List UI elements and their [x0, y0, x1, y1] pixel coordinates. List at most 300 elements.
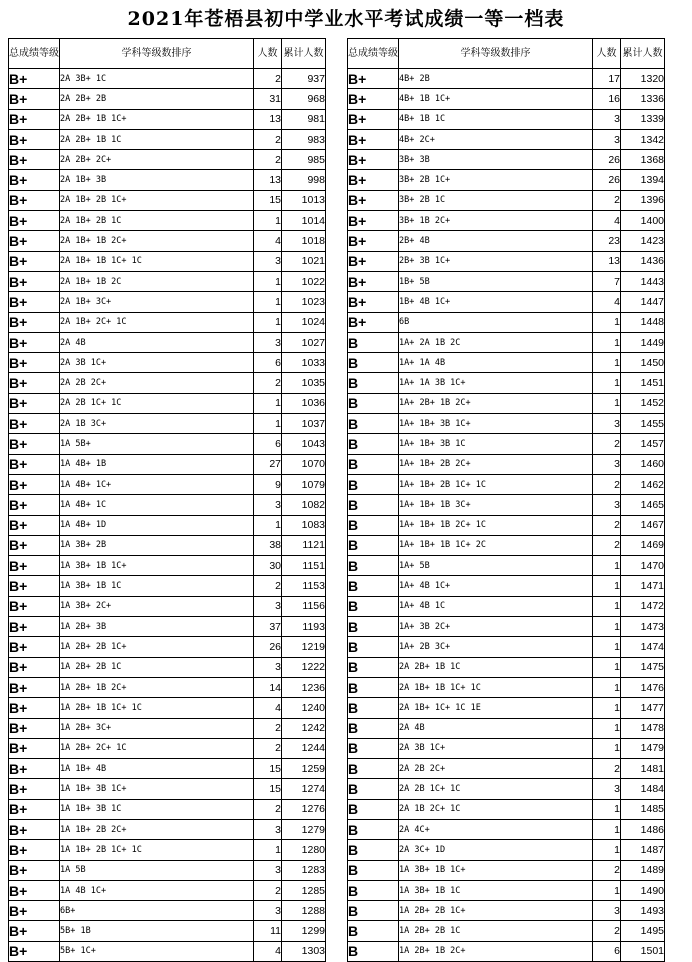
- header-count: 人数: [593, 39, 621, 69]
- grade-cell: B: [348, 495, 399, 515]
- cumulative-cell: 1303: [282, 941, 326, 961]
- grade-cell: B: [348, 596, 399, 616]
- table-row: [348, 414, 665, 434]
- grade-cell: B+: [9, 698, 60, 718]
- sequence-cell: 1A+ 2B 3C+: [399, 637, 593, 657]
- cumulative-cell: 1219: [282, 637, 326, 657]
- table-row: [9, 779, 326, 799]
- sequence-cell: 1A 1B+ 3B 1C+: [60, 779, 254, 799]
- sequence-cell: 3B+ 2B 1C: [399, 190, 593, 210]
- sequence-cell: 1A+ 1B+ 1B 3C+: [399, 495, 593, 515]
- grade-cell: B+: [9, 880, 60, 900]
- table-row: [348, 576, 665, 596]
- table-row: [348, 231, 665, 251]
- grade-cell: B+: [9, 231, 60, 251]
- table-row: [348, 495, 665, 515]
- cumulative-cell: 937: [282, 69, 326, 89]
- grade-cell: B+: [9, 799, 60, 819]
- count-cell: 3: [593, 129, 621, 149]
- sequence-cell: 2A 4C+: [399, 819, 593, 839]
- sequence-cell: 1A 3B+ 1B 1C: [399, 880, 593, 900]
- count-cell: 3: [593, 414, 621, 434]
- grade-cell: B+: [348, 190, 399, 210]
- cumulative-cell: 1489: [621, 860, 665, 880]
- cumulative-cell: 1037: [282, 414, 326, 434]
- table-row: [9, 353, 326, 373]
- table-row: [348, 109, 665, 129]
- table-row: [9, 332, 326, 352]
- cumulative-cell: 1495: [621, 921, 665, 941]
- count-cell: 2: [254, 718, 282, 738]
- sequence-cell: 4B+ 2C+: [399, 129, 593, 149]
- table-row: [348, 759, 665, 779]
- table-row: [348, 921, 665, 941]
- grade-cell: B+: [9, 353, 60, 373]
- sequence-cell: 1A+ 3B 2C+: [399, 617, 593, 637]
- cumulative-cell: 1014: [282, 211, 326, 231]
- count-cell: 26: [593, 150, 621, 170]
- grade-cell: B+: [9, 109, 60, 129]
- count-cell: 1: [593, 617, 621, 637]
- table-row: [348, 637, 665, 657]
- sequence-cell: 1A 1B+ 2B 1C+ 1C: [60, 840, 254, 860]
- sequence-cell: 2B+ 4B: [399, 231, 593, 251]
- count-cell: 3: [254, 860, 282, 880]
- cumulative-cell: 1469: [621, 535, 665, 555]
- table-row: [348, 657, 665, 677]
- cumulative-cell: 1400: [621, 211, 665, 231]
- sequence-cell: 6B: [399, 312, 593, 332]
- table-row: [9, 89, 326, 109]
- page-title: 2021年苍梧县初中学业水平考试成绩一等一档表: [127, 8, 565, 30]
- sequence-cell: 2A 4B: [60, 332, 254, 352]
- cumulative-cell: 1259: [282, 759, 326, 779]
- grade-cell: B+: [348, 292, 399, 312]
- table-body-right: [348, 69, 665, 962]
- cumulative-cell: 1486: [621, 819, 665, 839]
- cumulative-cell: 1021: [282, 251, 326, 271]
- count-cell: 4: [593, 211, 621, 231]
- count-cell: 2: [254, 150, 282, 170]
- count-cell: 2: [254, 129, 282, 149]
- count-cell: 30: [254, 556, 282, 576]
- sequence-cell: 1A+ 1B+ 2B 2C+: [399, 454, 593, 474]
- cumulative-cell: 1242: [282, 718, 326, 738]
- count-cell: 3: [254, 332, 282, 352]
- sequence-cell: 1A+ 4B 1C+: [399, 576, 593, 596]
- cumulative-cell: 1082: [282, 495, 326, 515]
- grade-cell: B+: [9, 393, 60, 413]
- cumulative-cell: 1470: [621, 556, 665, 576]
- count-cell: 3: [593, 454, 621, 474]
- sequence-cell: 1A 1B+ 3B 1C: [60, 799, 254, 819]
- cumulative-cell: 1423: [621, 231, 665, 251]
- table-row: [9, 535, 326, 555]
- grade-cell: B+: [9, 89, 60, 109]
- cumulative-cell: 981: [282, 109, 326, 129]
- count-cell: 2: [593, 434, 621, 454]
- grade-cell: B+: [9, 150, 60, 170]
- count-cell: 1: [254, 271, 282, 291]
- count-cell: 26: [254, 637, 282, 657]
- grade-cell: B+: [9, 657, 60, 677]
- cumulative-cell: 1043: [282, 434, 326, 454]
- count-cell: 1: [593, 698, 621, 718]
- table-row: [9, 759, 326, 779]
- table-row: [9, 393, 326, 413]
- count-cell: 1: [593, 556, 621, 576]
- count-cell: 6: [254, 353, 282, 373]
- cumulative-cell: 1501: [621, 941, 665, 961]
- grade-cell: B+: [348, 150, 399, 170]
- sequence-cell: 2A 3B 1C+: [399, 738, 593, 758]
- count-cell: 2: [254, 738, 282, 758]
- table-row: [348, 332, 665, 352]
- cumulative-cell: 1396: [621, 190, 665, 210]
- count-cell: 1: [593, 596, 621, 616]
- grade-cell: B+: [9, 677, 60, 697]
- cumulative-cell: 1079: [282, 474, 326, 494]
- sequence-cell: 2A 2B+ 2B: [60, 89, 254, 109]
- count-cell: 2: [593, 860, 621, 880]
- header-cumulative: 累计人数: [282, 39, 326, 69]
- table-row: [348, 718, 665, 738]
- grade-cell: B: [348, 576, 399, 596]
- grade-cell: B: [348, 921, 399, 941]
- sequence-cell: 2A 1B+ 1C+ 1C 1E: [399, 698, 593, 718]
- table-row: [9, 657, 326, 677]
- count-cell: 1: [593, 576, 621, 596]
- grade-cell: B+: [9, 211, 60, 231]
- sequence-cell: 1A 4B+ 1C: [60, 495, 254, 515]
- cumulative-cell: 1368: [621, 150, 665, 170]
- count-cell: 1: [593, 393, 621, 413]
- sequence-cell: 2A 3B 1C+: [60, 353, 254, 373]
- grade-cell: B: [348, 657, 399, 677]
- count-cell: 1: [593, 718, 621, 738]
- grade-cell: B: [348, 637, 399, 657]
- grade-cell: B+: [348, 109, 399, 129]
- sequence-cell: 1A 1B+ 4B: [60, 759, 254, 779]
- cumulative-cell: 1467: [621, 515, 665, 535]
- table-row: [348, 617, 665, 637]
- grade-cell: B+: [348, 170, 399, 190]
- grade-cell: B+: [9, 170, 60, 190]
- sequence-cell: 1A 3B+ 2C+: [60, 596, 254, 616]
- grade-cell: B+: [9, 495, 60, 515]
- table-row: [348, 292, 665, 312]
- table-row: [348, 860, 665, 880]
- count-cell: 2: [254, 576, 282, 596]
- cumulative-cell: 1279: [282, 819, 326, 839]
- cumulative-cell: 1449: [621, 332, 665, 352]
- table-row: [9, 495, 326, 515]
- sequence-cell: 1A 5B: [60, 860, 254, 880]
- sequence-cell: 1B+ 5B: [399, 271, 593, 291]
- count-cell: 3: [593, 779, 621, 799]
- grade-cell: B: [348, 454, 399, 474]
- grade-cell: B+: [9, 738, 60, 758]
- sequence-cell: 1A 1B+ 2B 2C+: [60, 819, 254, 839]
- count-cell: 1: [593, 353, 621, 373]
- header-sequence: 学科等级数排序: [60, 39, 254, 69]
- table-row: [9, 617, 326, 637]
- grade-cell: B: [348, 474, 399, 494]
- count-cell: 1: [254, 211, 282, 231]
- table-row: [348, 150, 665, 170]
- sequence-cell: 2A 1B+ 1B 2C+: [60, 231, 254, 251]
- cumulative-cell: 1274: [282, 779, 326, 799]
- grade-cell: B: [348, 393, 399, 413]
- cumulative-cell: 1022: [282, 271, 326, 291]
- table-row: [9, 637, 326, 657]
- sequence-cell: 5B+ 1C+: [60, 941, 254, 961]
- cumulative-cell: 968: [282, 89, 326, 109]
- grade-table-left: [8, 38, 326, 962]
- grade-cell: B+: [348, 251, 399, 271]
- count-cell: 1: [254, 515, 282, 535]
- table-row: [9, 251, 326, 271]
- count-cell: 26: [593, 170, 621, 190]
- sequence-cell: 2A 1B+ 2B 1C: [60, 211, 254, 231]
- sequence-cell: 3B+ 2B 1C+: [399, 170, 593, 190]
- count-cell: 2: [254, 799, 282, 819]
- table-body-left: [9, 69, 326, 962]
- table-row: [348, 353, 665, 373]
- cumulative-cell: 1153: [282, 576, 326, 596]
- cumulative-cell: 1336: [621, 89, 665, 109]
- table-row: [348, 677, 665, 697]
- count-cell: 1: [254, 414, 282, 434]
- count-cell: 31: [254, 89, 282, 109]
- grade-cell: B: [348, 373, 399, 393]
- cumulative-cell: 1244: [282, 738, 326, 758]
- cumulative-cell: 1070: [282, 454, 326, 474]
- sequence-cell: 6B+: [60, 901, 254, 921]
- grade-cell: B+: [348, 89, 399, 109]
- grade-cell: B: [348, 759, 399, 779]
- cumulative-cell: 1462: [621, 474, 665, 494]
- grade-cell: B: [348, 434, 399, 454]
- cumulative-cell: 1339: [621, 109, 665, 129]
- count-cell: 27: [254, 454, 282, 474]
- table-row: [9, 109, 326, 129]
- count-cell: 11: [254, 921, 282, 941]
- sequence-cell: 2A 1B+ 1B 2C: [60, 271, 254, 291]
- grade-cell: B+: [9, 637, 60, 657]
- sequence-cell: 1A 3B+ 1B 1C: [60, 576, 254, 596]
- grade-cell: B+: [9, 576, 60, 596]
- table-row: [348, 271, 665, 291]
- header-row: [9, 39, 326, 69]
- table-row: [9, 515, 326, 535]
- grade-cell: B+: [9, 556, 60, 576]
- count-cell: 2: [593, 921, 621, 941]
- cumulative-cell: 1487: [621, 840, 665, 860]
- sequence-cell: 2A 1B+ 3C+: [60, 292, 254, 312]
- grade-cell: B+: [9, 718, 60, 738]
- cumulative-cell: 1027: [282, 332, 326, 352]
- sequence-cell: 2A 4B: [399, 718, 593, 738]
- sequence-cell: 1A+ 1B+ 2B 1C+ 1C: [399, 474, 593, 494]
- count-cell: 1: [593, 880, 621, 900]
- table-row: [9, 860, 326, 880]
- grade-cell: B+: [9, 332, 60, 352]
- count-cell: 3: [254, 495, 282, 515]
- cumulative-cell: 1443: [621, 271, 665, 291]
- count-cell: 1: [254, 312, 282, 332]
- grade-cell: B: [348, 799, 399, 819]
- sequence-cell: 2A 1B 3C+: [60, 414, 254, 434]
- sequence-cell: 1A 5B+: [60, 434, 254, 454]
- cumulative-cell: 1285: [282, 880, 326, 900]
- grade-cell: B+: [9, 596, 60, 616]
- cumulative-cell: 1193: [282, 617, 326, 637]
- sequence-cell: 1A+ 4B 1C: [399, 596, 593, 616]
- count-cell: 3: [254, 657, 282, 677]
- table-row: [9, 69, 326, 89]
- sequence-cell: 1A 2B+ 3B: [60, 617, 254, 637]
- count-cell: 4: [254, 941, 282, 961]
- grade-cell: B: [348, 718, 399, 738]
- sequence-cell: 4B+ 2B: [399, 69, 593, 89]
- count-cell: 2: [593, 535, 621, 555]
- table-row: [9, 271, 326, 291]
- grade-cell: B+: [9, 535, 60, 555]
- table-row: [9, 373, 326, 393]
- sequence-cell: 2A 2B 2C+: [60, 373, 254, 393]
- grade-cell: B+: [9, 271, 60, 291]
- table-row: [348, 799, 665, 819]
- grade-cell: B: [348, 738, 399, 758]
- table-row: [348, 454, 665, 474]
- count-cell: 38: [254, 535, 282, 555]
- sequence-cell: 2A 3B+ 1C: [60, 69, 254, 89]
- sequence-cell: 2A 2B+ 1B 1C: [399, 657, 593, 677]
- sequence-cell: 2A 1B 2C+ 1C: [399, 799, 593, 819]
- table-row: [348, 393, 665, 413]
- sequence-cell: 1A 2B+ 1B 2C+: [60, 677, 254, 697]
- sequence-cell: 2A 2B 2C+: [399, 759, 593, 779]
- count-cell: 6: [593, 941, 621, 961]
- grade-cell: B+: [9, 414, 60, 434]
- table-row: [348, 170, 665, 190]
- table-row: [348, 941, 665, 961]
- grade-cell: B+: [9, 921, 60, 941]
- count-cell: 3: [593, 901, 621, 921]
- table-row: [348, 434, 665, 454]
- sequence-cell: 1B+ 4B 1C+: [399, 292, 593, 312]
- sequence-cell: 1A 2B+ 2C+ 1C: [60, 738, 254, 758]
- sequence-cell: 1A 2B+ 2B 1C: [60, 657, 254, 677]
- grade-cell: B+: [9, 617, 60, 637]
- sequence-cell: 4B+ 1B 1C+: [399, 89, 593, 109]
- count-cell: 3: [593, 109, 621, 129]
- grade-cell: B+: [348, 271, 399, 291]
- header-count: 人数: [254, 39, 282, 69]
- table-row: [348, 373, 665, 393]
- cumulative-cell: 1477: [621, 698, 665, 718]
- sequence-cell: 2A 2B 1C+ 1C: [60, 393, 254, 413]
- count-cell: 23: [593, 231, 621, 251]
- count-cell: 2: [254, 69, 282, 89]
- table-row: [9, 840, 326, 860]
- cumulative-cell: 1036: [282, 393, 326, 413]
- count-cell: 13: [254, 170, 282, 190]
- table-row: [348, 69, 665, 89]
- grade-cell: B+: [9, 819, 60, 839]
- grade-cell: B: [348, 901, 399, 921]
- cumulative-cell: 1288: [282, 901, 326, 921]
- count-cell: 37: [254, 617, 282, 637]
- table-row: [9, 921, 326, 941]
- cumulative-cell: 1394: [621, 170, 665, 190]
- count-cell: 13: [254, 109, 282, 129]
- cumulative-cell: 1013: [282, 190, 326, 210]
- header-sequence: 学科等级数排序: [399, 39, 593, 69]
- cumulative-cell: 1035: [282, 373, 326, 393]
- grade-cell: B+: [9, 251, 60, 271]
- sequence-cell: 2A 2B+ 2C+: [60, 150, 254, 170]
- grade-cell: B: [348, 515, 399, 535]
- cumulative-cell: 1156: [282, 596, 326, 616]
- grade-cell: B+: [348, 231, 399, 251]
- sequence-cell: 1A 2B+ 1B 2C+: [399, 941, 593, 961]
- grade-cell: B: [348, 414, 399, 434]
- table-row: [9, 677, 326, 697]
- cumulative-cell: 1455: [621, 414, 665, 434]
- table-row: [348, 738, 665, 758]
- cumulative-cell: 1465: [621, 495, 665, 515]
- cumulative-cell: 1447: [621, 292, 665, 312]
- cumulative-cell: 1485: [621, 799, 665, 819]
- cumulative-cell: 1280: [282, 840, 326, 860]
- grade-cell: B+: [9, 515, 60, 535]
- grade-cell: B: [348, 819, 399, 839]
- count-cell: 2: [254, 880, 282, 900]
- header-row: [348, 39, 665, 69]
- grade-cell: B+: [9, 373, 60, 393]
- grade-cell: B+: [348, 312, 399, 332]
- count-cell: 2: [593, 759, 621, 779]
- table-row: [9, 454, 326, 474]
- sequence-cell: 2A 2B 1C+ 1C: [399, 779, 593, 799]
- sequence-cell: 3B+ 3B: [399, 150, 593, 170]
- table-row: [9, 799, 326, 819]
- table-row: [9, 556, 326, 576]
- grade-cell: B+: [9, 901, 60, 921]
- cumulative-cell: 1490: [621, 880, 665, 900]
- grade-cell: B+: [9, 190, 60, 210]
- table-row: [348, 840, 665, 860]
- grade-cell: B+: [9, 69, 60, 89]
- grade-cell: B: [348, 840, 399, 860]
- cumulative-cell: 1450: [621, 353, 665, 373]
- header-cumulative: 累计人数: [621, 39, 665, 69]
- grade-cell: B+: [9, 292, 60, 312]
- count-cell: 7: [593, 271, 621, 291]
- table-row: [9, 698, 326, 718]
- count-cell: 9: [254, 474, 282, 494]
- sequence-cell: 2A 2B+ 1B 1C: [60, 129, 254, 149]
- sequence-cell: 2A 1B+ 2C+ 1C: [60, 312, 254, 332]
- sequence-cell: 1A+ 2B+ 1B 2C+: [399, 393, 593, 413]
- grade-cell: B+: [9, 474, 60, 494]
- sequence-cell: 5B+ 1B: [60, 921, 254, 941]
- sequence-cell: 1A 2B+ 1B 1C+ 1C: [60, 698, 254, 718]
- sequence-cell: 1A 4B+ 1B: [60, 454, 254, 474]
- sequence-cell: 1A+ 1B+ 1B 2C+ 1C: [399, 515, 593, 535]
